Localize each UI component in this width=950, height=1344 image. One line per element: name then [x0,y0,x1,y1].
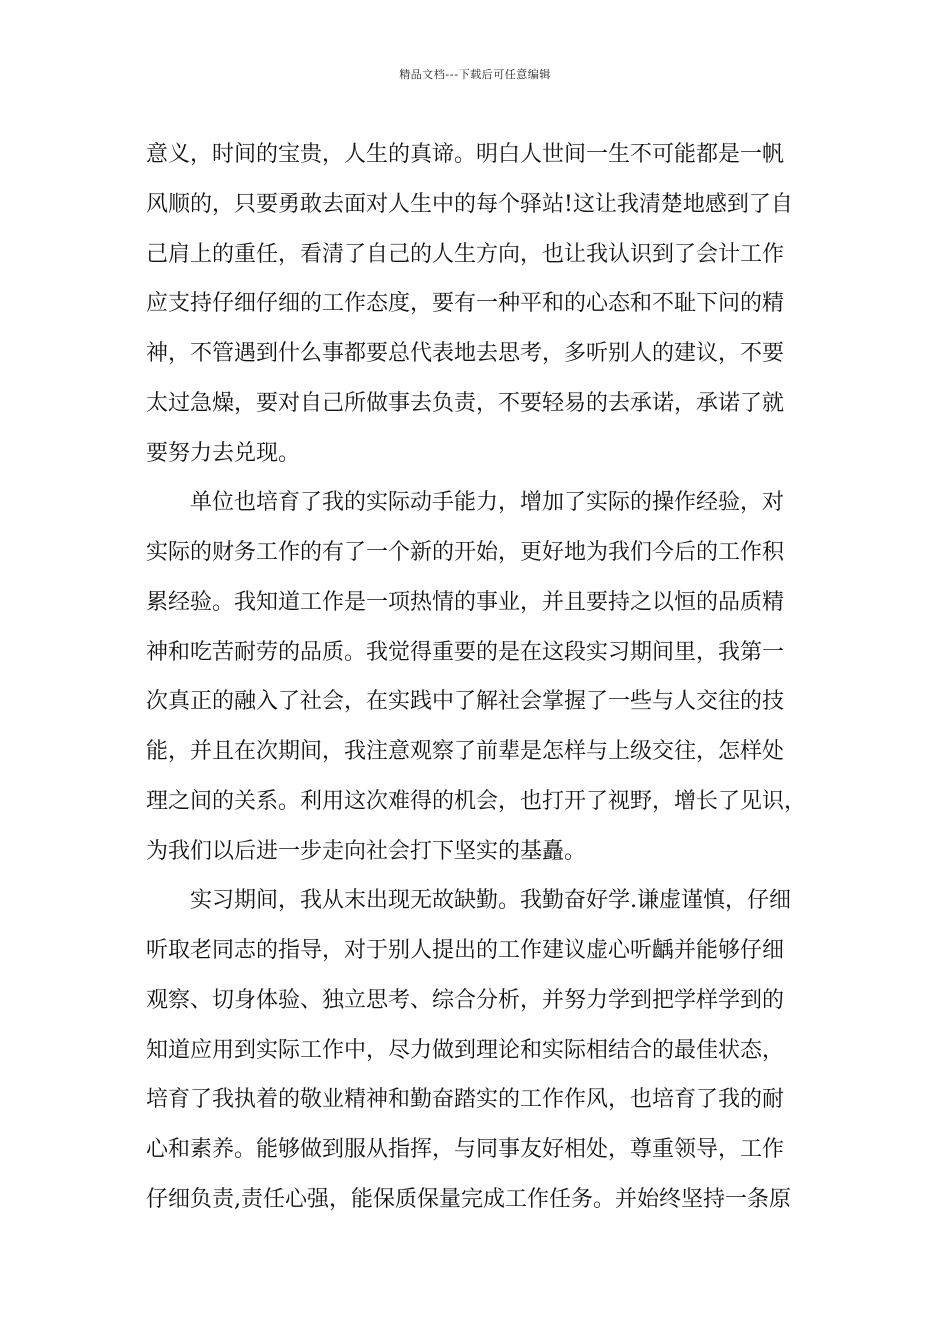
text-line: 为我们以后进一步走向社会打下坚实的基矗。 [146,838,587,864]
text-line: 能，并且在次期间，我注意观察了前辈是怎样与上级交往，怎样处 [146,739,785,764]
paragraph-first-line: 单位也培育了我的实际动手能力，增加了实际的操作经验，对 [190,490,785,516]
text-line: 累经验。我知道工作是一项热情的事业，并且要持之以恒的品质精 [146,589,785,615]
text-line: 知道应用到实际工作中，尽力做到理论和实际相结合的最佳状态， [146,1037,785,1063]
text-line: 太过急燥，要对自己所做事去负责，不要轻易的去承诺，承诺了就 [146,390,785,416]
text-line: 要努力去兑现。 [146,440,301,466]
text-line: 理之间的关系。利用这次难得的机会，也打开了视野，增长了见识， [146,788,807,814]
document-body [146,130,826,1225]
text-line: 仔细负责,责任心强，能保质保量完成工作任务。并始终坚持一条原 [146,1186,791,1212]
text-line: 观察、切身体验、独立思考、综合分析，并努力学到把学样学到的 [146,987,785,1013]
page-header: 精品文档---下载后可任意编辑 [399,68,551,81]
text-line: 己肩上的重任，看清了自己的人生方向，也让我认识到了会计工作 [146,241,785,267]
text-line: 听取老同志的指导，对于别人提出的工作建议虚心听齲并能够仔细 [146,938,785,963]
text-line: 培育了我执着的敬业精神和勤奋踏实的工作作风，也培育了我的耐 [146,1087,785,1113]
text-line: 次真正的融入了社会，在实践中了解社会掌握了一些与人交往的技 [146,689,785,715]
text-line: 神，不管遇到什么事都要总代表地去思考，多听别人的建议，不要 [146,341,785,366]
paragraph-first-line: 实习期间，我从末出现无故缺勤。我勤奋好学.谦虚谨慎，仔细 [190,888,791,914]
text-line: 意义，时间的宝贵，人生的真谛。明白人世间一生不可能都是一帆 [146,142,785,167]
text-line: 应支持仔细仔细的工作态度，要有一种平和的心态和不耻下问的精 [146,291,785,317]
text-line: 风顺的，只要勇敢去面对人生中的每个驿站!这让我清楚地感到了自 [146,191,793,217]
text-line: 神和吃苦耐劳的品质。我觉得重要的是在这段实习期间里，我第一 [146,639,785,665]
text-line: 实际的财务工作的有了一个新的开始，更好地为我们今后的工作积 [146,540,785,565]
text-line: 心和素养。能够做到服从指挥，与同事友好相处，尊重领导，工作 [146,1137,785,1162]
